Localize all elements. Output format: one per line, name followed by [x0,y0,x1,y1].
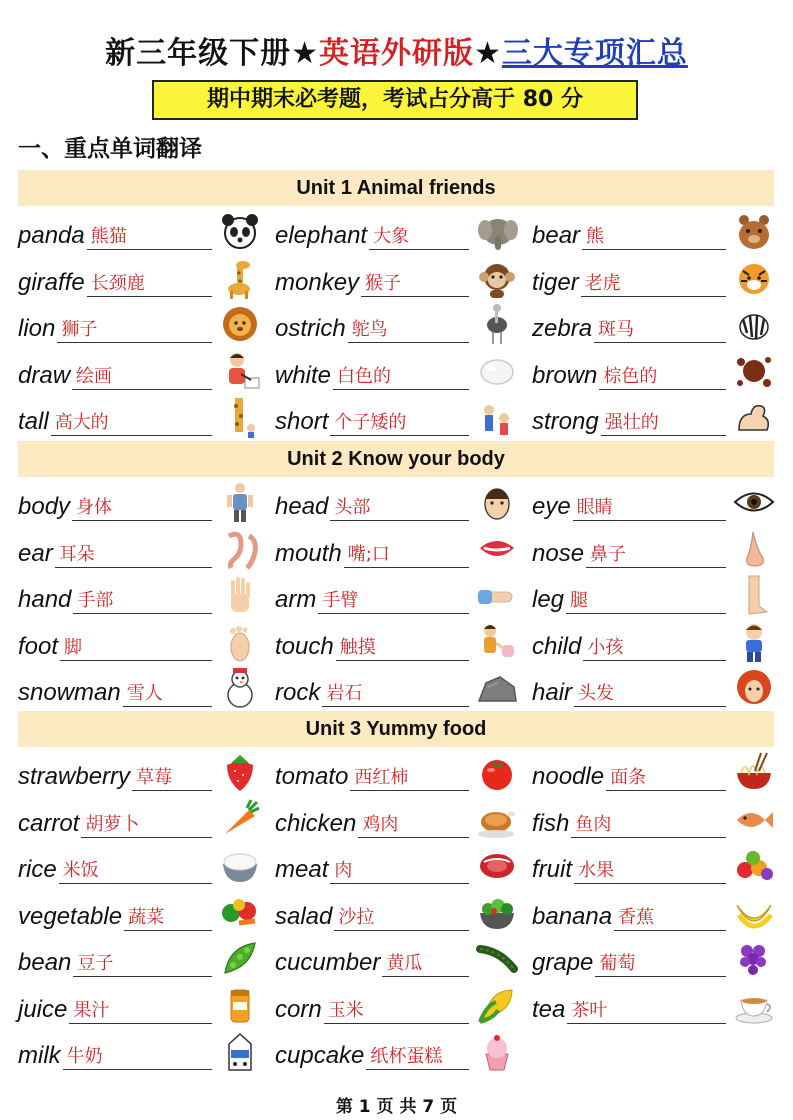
vocab-item [532,751,790,797]
mouth-icon [475,528,519,570]
answer-line [344,567,469,568]
banana-icon [732,891,776,933]
ear-icon [218,528,262,570]
vocab-item [18,574,276,620]
vocab-item [275,891,533,937]
english-word: short [275,408,329,435]
section-heading: 一、重点单词翻译 [18,136,202,162]
title-edition: 英语外研版 [319,36,474,71]
answer-line [51,435,212,436]
chinese-translation: 沙拉 [338,906,375,928]
english-word: vegetable [18,902,123,930]
lion-icon [218,303,262,345]
english-word: nose [532,539,585,567]
chinese-translation: 西红柿 [354,767,409,788]
corn-icon [475,984,519,1026]
english-word: giraffe [18,268,85,296]
chinese-translation: 身体 [76,497,113,518]
chinese-translation: 耳朵 [58,543,95,565]
page-title [0,28,793,72]
english-word: arm [275,586,317,613]
english-word: cupcake [275,1042,365,1069]
vocab-item [275,257,533,303]
answer-line [574,706,726,707]
chinese-translation: 腿 [570,590,589,611]
chinese-translation: 绘画 [76,365,113,387]
rock-icon [475,667,519,709]
short-kids-icon [475,396,519,438]
vocab-item [18,481,276,527]
chinese-translation: 草莓 [136,767,173,788]
answer-line [601,435,726,436]
vocab-item [18,984,276,1030]
vocab-item [532,303,790,349]
answer-line [567,1023,726,1024]
vegetable-icon [218,891,262,933]
english-word: tiger [532,268,579,296]
vocab-item [18,210,276,256]
vocab-item [532,667,790,713]
subtitle-banner: 期中期末必考题，考试占分高于 80 分 [152,80,638,120]
answer-line [336,660,469,661]
brown-splash-icon [732,350,776,392]
english-word: brown [532,361,598,389]
vocab-item [18,303,276,349]
english-word: salad [275,902,333,930]
english-word: eye [532,493,571,520]
english-word: head [275,493,329,520]
drawing-child-icon [218,350,262,392]
english-word: hand [18,586,72,613]
child-icon [732,621,776,663]
milk-icon [218,1030,262,1072]
english-word: tomato [275,763,349,790]
vocab-item [532,210,790,256]
answer-line [330,520,469,521]
vocab-item [275,751,533,797]
english-word: panda [18,222,85,249]
english-word: ear [18,539,53,567]
vocab-item [532,528,790,574]
chinese-translation: 熊猫 [90,226,127,247]
white-blob-icon [475,350,519,392]
english-word: mouth [275,539,342,567]
answer-line [358,837,469,838]
english-word: fruit [532,856,573,883]
chinese-translation: 白色的 [337,365,392,387]
answer-line [87,296,212,297]
vocab-item [532,984,790,1030]
vocab-item [275,574,533,620]
chinese-translation: 手部 [77,590,114,611]
chinese-translation: 水果 [578,860,615,881]
star-icon: ★ [474,36,502,71]
answer-line [366,1069,469,1070]
chinese-translation: 雪人 [126,683,163,704]
giraffe-icon [218,257,262,299]
chinese-translation: 斑马 [598,319,635,340]
chinese-translation: 猴子 [365,272,402,294]
vocab-item [275,210,533,256]
english-word: corn [275,995,322,1023]
chinese-translation: 狮子 [61,319,98,340]
english-word: strong [532,408,599,435]
answer-line [73,976,212,977]
vocab-item [532,257,790,303]
english-word: ostrich [275,315,346,342]
tea-icon [732,984,776,1026]
vocab-item [275,984,533,1030]
answer-line [330,883,469,884]
bean-icon [218,937,262,979]
chinese-translation: 棕色的 [603,365,658,387]
chinese-translation: 鸵鸟 [351,319,388,340]
chinese-translation: 触摸 [339,636,376,658]
answer-line [361,296,469,297]
vocab-item [532,574,790,620]
chinese-translation: 葡萄 [599,953,636,974]
leg-icon [732,574,776,616]
chinese-translation: 米饭 [62,860,99,881]
ostrich-icon [475,303,519,345]
english-word: snowman [18,679,121,706]
chinese-translation: 眼睛 [576,497,613,518]
answer-line [132,790,212,791]
answer-line [72,389,212,390]
vocab-item [275,621,533,667]
chinese-translation: 鸡肉 [362,813,399,835]
answer-line [599,389,726,390]
english-word: bean [18,949,72,976]
answer-line [334,930,469,931]
chinese-translation: 嘴;口 [347,543,390,565]
answer-line [72,520,212,521]
chinese-translation: 果汁 [73,999,110,1021]
strong-arm-icon [732,396,776,438]
answer-line [369,249,469,250]
vocab-item [275,798,533,844]
english-word: cucumber [275,949,381,976]
answer-line [333,389,469,390]
unit-title: Unit 1 Animal friends [18,170,774,206]
chinese-translation: 黄瓜 [386,953,423,974]
english-word: tea [532,995,566,1023]
title-summary: 三大专项汇总 [501,36,688,71]
answer-line [606,790,726,791]
chinese-translation: 鱼肉 [575,813,612,835]
answer-line [350,790,469,791]
english-word: elephant [275,222,368,249]
chinese-translation: 高大的 [54,412,109,433]
strawberry-icon [218,751,262,793]
vocab-item [275,396,533,442]
zebra-icon [732,303,776,345]
english-word: grape [532,949,594,976]
chinese-translation: 头部 [334,497,371,518]
english-word: chicken [275,809,357,837]
fish-icon [732,798,776,840]
vocab-item [532,891,790,937]
answer-line [60,660,212,661]
english-word: banana [532,902,613,930]
vocab-item [532,350,790,396]
chinese-translation: 大象 [373,226,410,247]
chinese-translation: 牛奶 [66,1046,103,1067]
answer-line [57,342,212,343]
english-word: lion [18,315,56,342]
star-icon: ★ [291,36,319,71]
cupcake-icon [475,1030,519,1072]
english-word: milk [18,1042,61,1069]
vocab-item [275,1030,533,1076]
vocab-item [18,751,276,797]
answer-line [614,930,726,931]
noodle-icon [732,751,776,793]
answer-line [573,520,726,521]
tiger-icon [732,257,776,299]
english-word: rice [18,856,57,883]
vocab-item [275,528,533,574]
chinese-translation: 岩石 [326,683,363,704]
answer-line [81,837,212,838]
english-word: body [18,493,71,520]
eye-icon [732,481,776,523]
vocab-item [18,844,276,890]
chinese-translation: 鼻子 [590,543,627,565]
chinese-translation: 熊 [586,226,605,247]
answer-line [348,342,469,343]
english-word: rock [275,679,321,706]
chinese-translation: 胡萝卜 [85,813,140,835]
english-word: meat [275,856,329,883]
answer-line [581,296,726,297]
hair-icon [732,667,776,709]
vocab-item [532,844,790,890]
answer-line [324,1023,469,1024]
english-word: noodle [532,763,605,790]
english-word: fish [532,809,570,837]
answer-line [571,837,726,838]
salad-icon [475,891,519,933]
snowman-icon [218,667,262,709]
chinese-translation: 长颈鹿 [90,272,145,294]
chinese-translation: 手臂 [322,590,359,611]
arm-icon [475,574,519,616]
vocab-item [532,621,790,667]
english-word: bear [532,222,581,249]
unit-title: Unit 3 Yummy food [18,711,774,747]
page-number: 第 1 页 共 7 页 [335,1097,458,1117]
vocab-item [275,844,533,890]
answer-line [586,567,726,568]
answer-line [123,706,212,707]
tomato-icon [475,751,519,793]
vocab-item [18,891,276,937]
tall-giraffe-icon [218,396,262,438]
chinese-translation: 个子矮的 [334,412,407,433]
answer-line [322,706,469,707]
vocab-item [275,937,533,983]
chinese-translation: 小孩 [587,636,624,658]
bear-icon [732,210,776,252]
english-word: draw [18,361,71,389]
elephant-icon [475,210,519,252]
head-icon [475,481,519,523]
chinese-translation: 脚 [64,636,83,658]
answer-line [73,613,212,614]
vocab-item [18,350,276,396]
touch-icon [475,621,519,663]
english-word: foot [18,632,59,660]
carrot-icon [218,798,262,840]
answer-line [124,930,212,931]
vocab-item [18,528,276,574]
vocab-item [275,350,533,396]
vocab-item [18,667,276,713]
english-word: leg [532,586,565,613]
chicken-icon [475,798,519,840]
grape-icon [732,937,776,979]
rice-icon [218,844,262,886]
chinese-translation: 肉 [334,860,353,881]
vocab-item [18,1030,276,1076]
answer-line [63,1069,212,1070]
foot-icon [218,621,262,663]
vocab-item [18,937,276,983]
english-word: touch [275,632,334,660]
vocab-item [532,937,790,983]
answer-line [55,567,212,568]
vocab-item [18,798,276,844]
panda-icon [218,210,262,252]
title-grade: 新三年级下册 [105,36,292,71]
vocab-item [532,798,790,844]
answer-line [69,1023,212,1024]
answer-line [566,613,726,614]
english-word: monkey [275,268,360,296]
chinese-translation: 强壮的 [604,412,659,433]
english-word: tall [18,408,49,435]
answer-line [330,435,469,436]
unit-title: Unit 2 Know your body [18,441,774,477]
cucumber-icon [475,937,519,979]
vocab-item [532,396,790,442]
nose-icon [732,528,776,570]
chinese-translation: 老虎 [584,272,621,294]
chinese-translation: 头发 [578,683,615,704]
answer-line [574,883,726,884]
chinese-translation: 面条 [610,767,647,788]
chinese-translation: 豆子 [77,953,114,974]
answer-line [595,976,726,977]
vocab-item [18,621,276,667]
chinese-translation: 玉米 [327,999,364,1021]
hand-icon [218,574,262,616]
english-word: strawberry [18,763,131,790]
vocab-item [18,396,276,442]
chinese-translation: 蔬菜 [128,906,165,928]
vocab-item [18,257,276,303]
fruit-icon [732,844,776,886]
monkey-icon [475,257,519,299]
meat-icon [475,844,519,886]
english-word: zebra [532,315,593,342]
chinese-translation: 茶叶 [571,999,608,1021]
answer-line [318,613,469,614]
english-word: hair [532,679,573,706]
juice-icon [218,984,262,1026]
vocab-item [275,481,533,527]
answer-line [582,249,726,250]
english-word: juice [18,995,68,1023]
answer-line [87,249,212,250]
english-word: child [532,632,582,660]
english-word: white [275,361,332,389]
chinese-translation: 香蕉 [618,906,655,928]
answer-line [594,342,726,343]
english-word: carrot [18,809,80,837]
vocab-item [532,481,790,527]
chinese-translation: 纸杯蛋糕 [370,1046,443,1067]
vocab-item [275,667,533,713]
body-icon [218,481,262,523]
answer-line [583,660,726,661]
answer-line [382,976,469,977]
answer-line [59,883,212,884]
vocab-item [275,303,533,349]
